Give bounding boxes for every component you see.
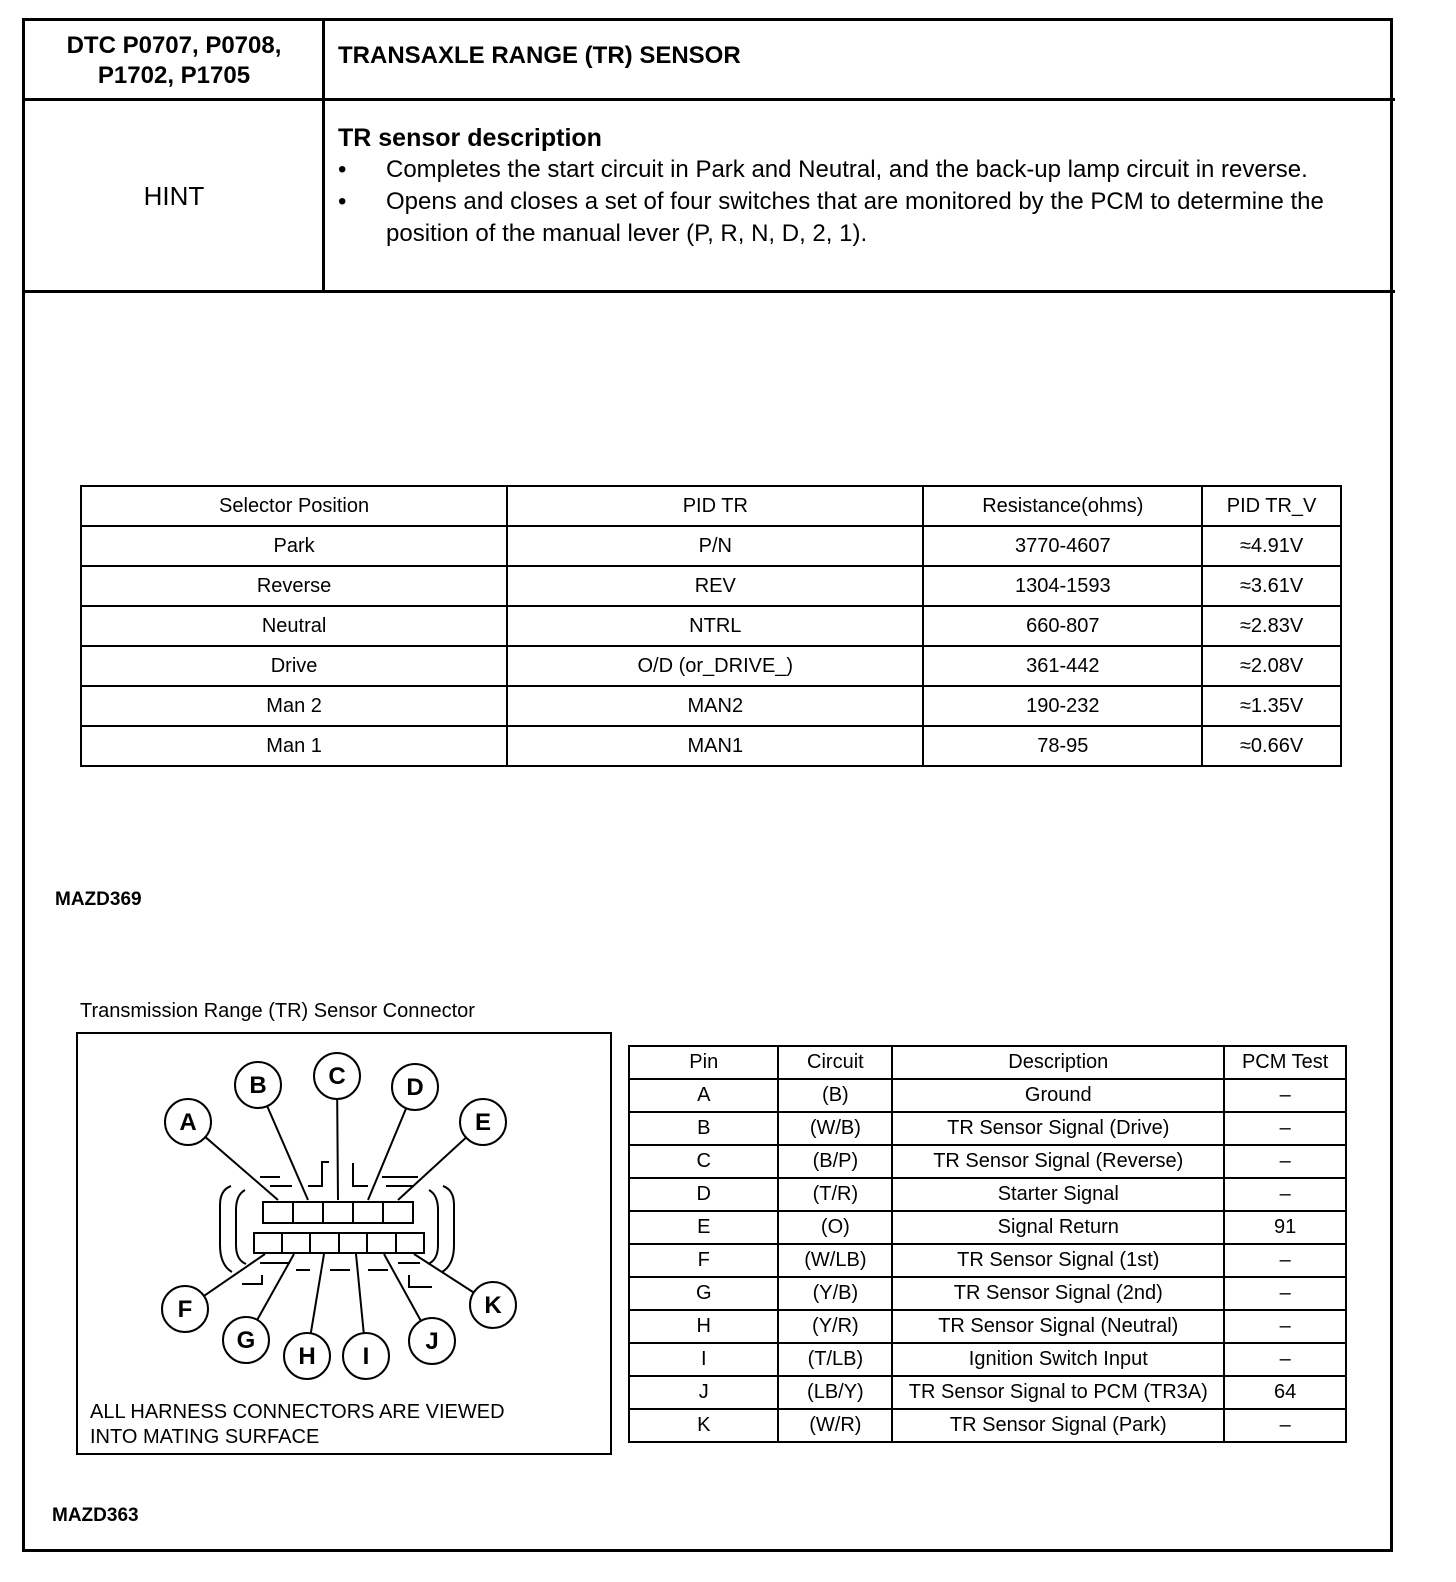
table-cell: A bbox=[629, 1079, 778, 1112]
pin-label: D bbox=[406, 1074, 424, 1101]
table-row bbox=[629, 1211, 1346, 1244]
table-cell: TR Sensor Signal (Reverse) bbox=[892, 1145, 1224, 1178]
table-cell: K bbox=[629, 1409, 778, 1442]
pin-leader-line bbox=[204, 1254, 265, 1296]
table-header-row bbox=[629, 1046, 1346, 1079]
connector-caption: Transmission Range (TR) Sensor Connector bbox=[80, 1000, 475, 1022]
table-cell: Man 1 bbox=[81, 726, 507, 766]
table-cell: Neutral bbox=[81, 606, 507, 646]
table-row bbox=[629, 1277, 1346, 1310]
table-row bbox=[629, 1244, 1346, 1277]
table-cell: NTRL bbox=[507, 606, 923, 646]
note-line: ALL HARNESS CONNECTORS ARE VIEWED bbox=[90, 1401, 505, 1423]
bullet-item: • Opens and closes a set of four switches that are monitored by the PCM to determine the position of the manual lever (P, R, N, D, 2, 1). bbox=[338, 186, 1388, 250]
column-header: Description bbox=[892, 1046, 1224, 1079]
pin-label: C bbox=[328, 1063, 346, 1090]
table-cell: C bbox=[629, 1145, 778, 1178]
table-cell: (T/R) bbox=[778, 1178, 892, 1211]
table-cell: TR Sensor Signal (1st) bbox=[892, 1244, 1224, 1277]
pin-leader-line bbox=[337, 1099, 338, 1200]
pin-labels bbox=[162, 1053, 516, 1379]
pin-label: J bbox=[425, 1328, 439, 1355]
table-row bbox=[629, 1112, 1346, 1145]
column-header: PID TR bbox=[507, 486, 923, 526]
table-cell: TR Sensor Signal (Neutral) bbox=[892, 1310, 1224, 1343]
description-heading: TR sensor description bbox=[338, 124, 602, 152]
pin-leader-line bbox=[205, 1137, 278, 1200]
table-cell: J bbox=[629, 1376, 778, 1409]
table-cell: Park bbox=[81, 526, 507, 566]
table-cell: – bbox=[1224, 1310, 1346, 1343]
note-line: INTO MATING SURFACE bbox=[90, 1426, 320, 1448]
table-cell: MAN1 bbox=[507, 726, 923, 766]
pin-label: B bbox=[249, 1072, 267, 1099]
table-cell: (Y/R) bbox=[778, 1310, 892, 1343]
table-row bbox=[629, 1145, 1346, 1178]
dtc-line: DTC P0707, P0708, bbox=[66, 31, 282, 59]
table-cell: Reverse bbox=[81, 566, 507, 606]
table-cell: – bbox=[1224, 1409, 1346, 1442]
table-cell: 64 bbox=[1224, 1376, 1346, 1409]
column-header: Circuit bbox=[778, 1046, 892, 1079]
table-cell: 660-807 bbox=[923, 606, 1202, 646]
table-cell: TR Sensor Signal to PCM (TR3A) bbox=[892, 1376, 1224, 1409]
table-cell: – bbox=[1224, 1079, 1346, 1112]
table-cell: 78-95 bbox=[923, 726, 1202, 766]
table-cell: TR Sensor Signal (Park) bbox=[892, 1409, 1224, 1442]
table-cell: Drive bbox=[81, 646, 507, 686]
table-row bbox=[629, 1310, 1346, 1343]
column-header: Resistance(ohms) bbox=[923, 486, 1202, 526]
column-header: PID TR_V bbox=[1202, 486, 1341, 526]
table-cell: (W/LB) bbox=[778, 1244, 892, 1277]
column-header: Pin bbox=[629, 1046, 778, 1079]
pin-leader-line bbox=[356, 1254, 364, 1333]
table-cell: (W/B) bbox=[778, 1112, 892, 1145]
table-cell: – bbox=[1224, 1112, 1346, 1145]
table-cell: (B) bbox=[778, 1079, 892, 1112]
table-cell: H bbox=[629, 1310, 778, 1343]
table-cell: F bbox=[629, 1244, 778, 1277]
connector-note bbox=[90, 1400, 505, 1450]
pin-label: H bbox=[298, 1343, 316, 1370]
table-row bbox=[629, 1079, 1346, 1112]
table-cell: 3770-4607 bbox=[923, 526, 1202, 566]
table-cell: ≈1.35V bbox=[1202, 686, 1341, 726]
table-cell: I bbox=[629, 1343, 778, 1376]
table-cell: G bbox=[629, 1277, 778, 1310]
table-cell: (B/P) bbox=[778, 1145, 892, 1178]
figure-code: MAZD369 bbox=[55, 889, 142, 910]
table-cell: (O) bbox=[778, 1211, 892, 1244]
column-header: Selector Position bbox=[81, 486, 507, 526]
table-cell: 190-232 bbox=[923, 686, 1202, 726]
pin-leader-line bbox=[311, 1254, 324, 1333]
table-cell: TR Sensor Signal (Drive) bbox=[892, 1112, 1224, 1145]
pin-label: K bbox=[484, 1292, 502, 1319]
table-cell: Ignition Switch Input bbox=[892, 1343, 1224, 1376]
table-cell: Ground bbox=[892, 1079, 1224, 1112]
table-cell: Signal Return bbox=[892, 1211, 1224, 1244]
table-cell: O/D (or_DRIVE_) bbox=[507, 646, 923, 686]
table-row bbox=[629, 1376, 1346, 1409]
figure-code: MAZD363 bbox=[52, 1505, 139, 1526]
pin-leader-line bbox=[398, 1138, 466, 1200]
bullet-item: • Completes the start circuit in Park and Neutral, and the back-up lamp circuit in reverse. bbox=[338, 154, 1388, 186]
table-cell: 1304-1593 bbox=[923, 566, 1202, 606]
table-cell: (T/LB) bbox=[778, 1343, 892, 1376]
table-cell: ≈0.66V bbox=[1202, 726, 1341, 766]
page-title: TRANSAXLE RANGE (TR) SENSOR bbox=[338, 42, 741, 69]
table-cell: (Y/B) bbox=[778, 1277, 892, 1310]
pin-label: E bbox=[474, 1109, 492, 1136]
table-cell: ≈3.61V bbox=[1202, 566, 1341, 606]
table-row bbox=[629, 1178, 1346, 1211]
table-cell: P/N bbox=[507, 526, 923, 566]
table-cell: 361-442 bbox=[923, 646, 1202, 686]
table-cell: – bbox=[1224, 1277, 1346, 1310]
table-cell: – bbox=[1224, 1244, 1346, 1277]
pin-leader-lines bbox=[204, 1099, 474, 1333]
table-cell: E bbox=[629, 1211, 778, 1244]
table-cell: MAN2 bbox=[507, 686, 923, 726]
table-cell: ≈4.91V bbox=[1202, 526, 1341, 566]
column-header: PCM Test bbox=[1224, 1046, 1346, 1079]
table-cell: 91 bbox=[1224, 1211, 1346, 1244]
table-cell: ≈2.83V bbox=[1202, 606, 1341, 646]
table-cell: Man 2 bbox=[81, 686, 507, 726]
dtc-line: P1702, P1705 bbox=[97, 61, 251, 89]
table-row bbox=[629, 1409, 1346, 1442]
pin-label: I bbox=[362, 1343, 370, 1370]
pin-label: F bbox=[177, 1296, 193, 1323]
table-cell: (LB/Y) bbox=[778, 1376, 892, 1409]
table-cell: REV bbox=[507, 566, 923, 606]
table-cell: ≈2.08V bbox=[1202, 646, 1341, 686]
table-row bbox=[629, 1343, 1346, 1376]
table-cell: Starter Signal bbox=[892, 1178, 1224, 1211]
table-cell: – bbox=[1224, 1343, 1346, 1376]
pin-label: A bbox=[179, 1109, 197, 1136]
table-cell: D bbox=[629, 1178, 778, 1211]
table-cell: TR Sensor Signal (2nd) bbox=[892, 1277, 1224, 1310]
table-cell: (W/R) bbox=[778, 1409, 892, 1442]
table-cell: – bbox=[1224, 1178, 1346, 1211]
pin-label: G bbox=[236, 1327, 256, 1354]
table-cell: B bbox=[629, 1112, 778, 1145]
table-cell: – bbox=[1224, 1145, 1346, 1178]
pin-table bbox=[628, 1045, 1347, 1443]
hint-label: HINT bbox=[143, 180, 205, 211]
